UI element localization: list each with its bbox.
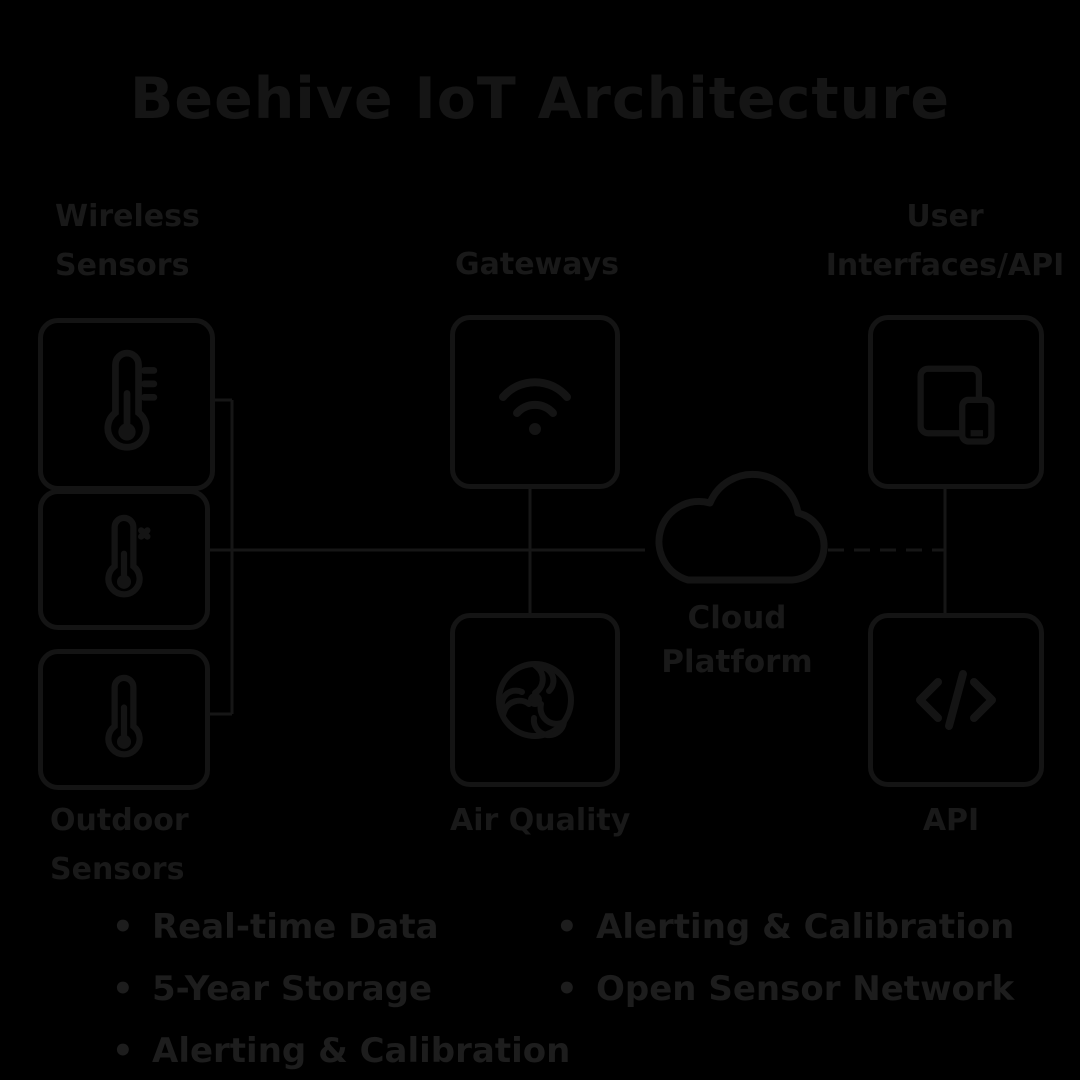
tablet-phone-icon: [904, 350, 1008, 454]
node-sensor-1: [38, 318, 215, 491]
node-sensor-3: [38, 649, 210, 790]
cloud-icon: [628, 468, 846, 600]
list-item: • Real-time Data: [108, 906, 570, 948]
label-user-line2: Interfaces/API: [825, 248, 1065, 283]
list-item: • Alerting & Calibration: [552, 906, 1014, 948]
feature-list-left: [108, 906, 570, 1080]
node-user-interface: [868, 315, 1044, 489]
list-item: • Alerting & Calibration: [108, 1030, 570, 1072]
list-item: • Open Sensor Network: [552, 968, 1014, 1010]
node-api: [868, 613, 1044, 787]
label-cloud-platform: [618, 596, 856, 684]
node-gateway: [450, 315, 620, 489]
fan-icon: [485, 650, 585, 750]
code-icon: [906, 654, 1006, 746]
thermometer-icon: [85, 670, 163, 770]
feature-list-right: [552, 906, 1014, 1030]
label-wireless-line2: Sensors: [55, 248, 190, 283]
label-outdoor-line2: Sensors: [50, 852, 185, 887]
cloud-label-line2: Platform: [661, 644, 813, 680]
node-sensor-2: [38, 489, 210, 630]
list-item: • 5-Year Storage: [108, 968, 570, 1010]
thermometer-icon: [79, 346, 175, 464]
label-wireless-line1: Wireless: [55, 199, 200, 234]
page-title: Beehive IoT Architecture: [129, 66, 951, 132]
label-user-line1: User: [906, 199, 984, 234]
label-gateways: Gateways: [455, 247, 620, 282]
cloud-platform: [628, 468, 846, 600]
label-outdoor-line1: Outdoor: [50, 803, 189, 838]
thermometer-icon: [85, 510, 163, 610]
wifi-icon: [483, 357, 587, 447]
label-air-quality: Air Quality: [450, 803, 631, 838]
cloud-label-line1: Cloud: [687, 600, 787, 636]
label-api: API: [922, 803, 980, 838]
node-air-quality: [450, 613, 620, 787]
